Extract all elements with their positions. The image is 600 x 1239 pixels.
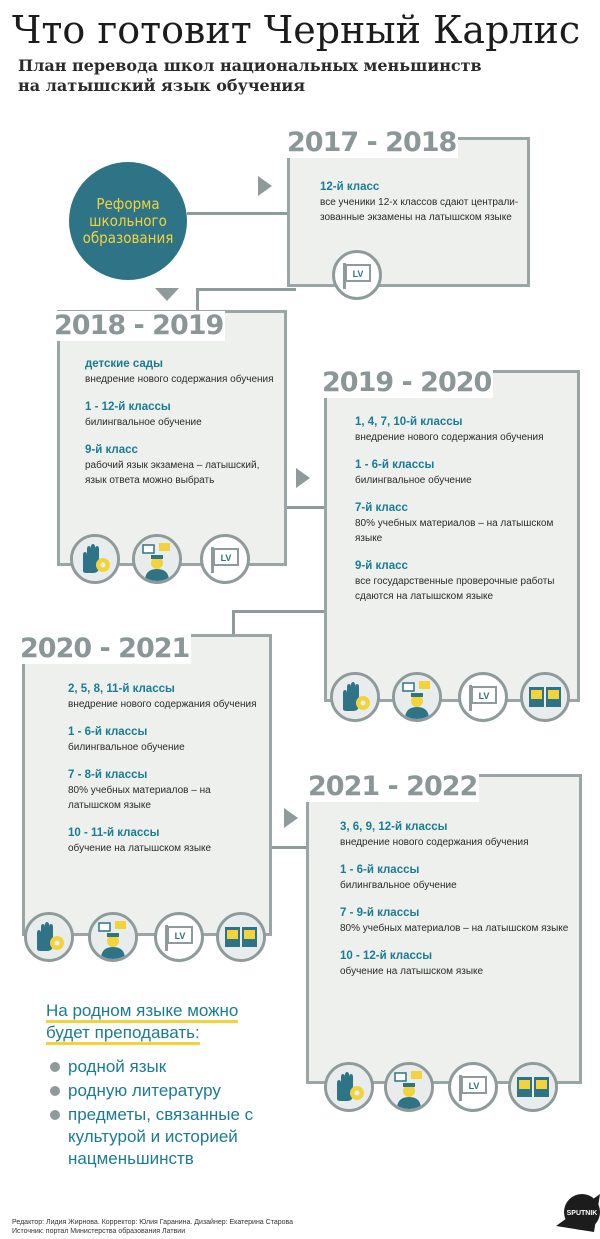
period-year: 2021 - 2022: [308, 771, 478, 802]
item-text: обучение на латышском языке: [340, 966, 484, 977]
item-text: внедрение нового содержания обучения: [68, 699, 257, 710]
item-heading: 2, 5, 8, 11-й классы: [68, 683, 175, 695]
item-heading: 7 - 8-й классы: [68, 769, 148, 781]
arrow-right-icon: [284, 808, 298, 828]
item-text: все государственные проверочные работы сдаются на латышском языке: [355, 576, 555, 602]
item-heading: 10 - 12-й классы: [340, 950, 433, 962]
hand-gear-icon: [330, 672, 380, 722]
item-text: рабочий язык экзамена – латышский, язык ответа можно выбрать: [85, 460, 260, 486]
lv-flag-icon: [448, 1062, 498, 1112]
period-item: [85, 443, 275, 488]
hand-gear-icon: [70, 534, 120, 584]
item-text: внедрение нового содержания обучения: [355, 432, 544, 443]
books-icon: [216, 912, 266, 962]
item-heading: 1 - 12-й классы: [85, 401, 171, 413]
hand-gear-icon: [324, 1062, 374, 1112]
svg-text:LV: LV: [352, 269, 364, 279]
arrow-right-icon: [258, 176, 272, 196]
item-heading: 1 - 6-й классы: [68, 726, 148, 738]
subtitle-line-1: План перевода школ национальных меньшинств: [18, 56, 482, 75]
period-item: [68, 725, 263, 755]
period-items: [355, 415, 570, 617]
item-text: внедрение нового содержания обучения: [340, 837, 529, 848]
lv-flag-icon: [200, 534, 250, 584]
item-heading: 9-й класс: [85, 444, 138, 456]
student-icon: [392, 672, 442, 722]
connector-line: [196, 288, 296, 291]
hand-gear-icon: [24, 912, 74, 962]
lv-flag-icon: [332, 250, 382, 300]
item-text: 80% учебных материалов – на латышском языке: [340, 923, 569, 934]
period-item: [68, 768, 263, 813]
svg-text:LV: LV: [478, 691, 490, 701]
native-heading-line-2: будет преподавать:: [46, 1023, 200, 1045]
connector-line: [196, 288, 199, 310]
reform-circle: [69, 162, 187, 280]
lv-flag-icon: [458, 672, 508, 722]
item-text: билингвальное обучение: [340, 880, 457, 891]
item-heading: 1, 4, 7, 10-й классы: [355, 416, 463, 428]
arrow-down-icon: [155, 288, 179, 301]
sputnik-logo: [548, 1174, 600, 1234]
period-year: 2017 - 2018: [287, 127, 457, 158]
period-item: [340, 820, 570, 850]
period-item: [85, 357, 275, 387]
item-heading: 1 - 6-й классы: [355, 459, 435, 471]
page-subtitle: [18, 56, 482, 96]
period-item: [355, 458, 570, 488]
sputnik-logo-shape: [548, 1174, 600, 1234]
period-item: [340, 949, 570, 979]
native-heading-line-1: На родном языке можно: [46, 1001, 238, 1023]
period-year: 2018 - 2019: [54, 310, 224, 341]
student-icon: [384, 1062, 434, 1112]
native-language-block: [46, 1000, 296, 1172]
page-title: Что готовит Черный Карлис: [12, 8, 581, 52]
item-text: обучение на латышском языке: [68, 843, 212, 854]
books-icon: [520, 672, 570, 722]
item-heading: 12-й класс: [320, 181, 380, 193]
period-items: [340, 820, 570, 992]
period-item: [340, 863, 570, 893]
item-heading: 3, 6, 9, 12-й классы: [340, 821, 448, 833]
svg-text:LV: LV: [220, 553, 232, 563]
period-items: [68, 682, 263, 869]
item-text: все ученики 12-х классов сдают централи-зованные экзамены на латышском языке: [320, 197, 519, 223]
period-item: [340, 906, 570, 936]
period-item: [68, 682, 263, 712]
item-text: билингвальное обучение: [355, 475, 472, 486]
native-list-item: родную литературу: [46, 1080, 296, 1102]
native-list-item: родной язык: [46, 1056, 296, 1078]
item-heading: 9-й класс: [355, 560, 408, 572]
item-heading: 7-й класс: [355, 502, 408, 514]
item-text: билингвальное обучение: [85, 417, 202, 428]
subtitle-line-2: на латышский язык обучения: [18, 76, 306, 95]
item-heading: 1 - 6-й классы: [340, 864, 420, 876]
credits-line-2: Источник: портал Министерства образования Латвии: [12, 1228, 186, 1235]
student-icon: [132, 534, 182, 584]
native-heading: [46, 1000, 296, 1044]
item-heading: детские сады: [85, 358, 163, 370]
connector-line: [232, 610, 235, 634]
reform-label: Реформа школьного образования: [82, 194, 174, 247]
native-list: [46, 1056, 296, 1170]
arrow-right-icon: [296, 468, 310, 488]
svg-text:LV: LV: [468, 1081, 480, 1091]
item-text: билингвальное обучение: [68, 742, 185, 753]
connector-line: [232, 610, 324, 613]
lv-flag-icon: [154, 912, 204, 962]
period-items: [320, 180, 520, 238]
item-heading: 10 - 11-й классы: [68, 827, 160, 839]
period-item: [355, 415, 570, 445]
credits-line-1: Редактор: Лидия Жирнова. Корректор: Юлия Гаранина. Дизайнер: Екатерина Старова: [12, 1219, 294, 1226]
books-icon: [508, 1062, 558, 1112]
period-item: [68, 826, 263, 856]
svg-text:LV: LV: [174, 931, 186, 941]
period-item: [85, 400, 275, 430]
credits: [12, 1218, 293, 1236]
connector-line: [187, 212, 287, 215]
period-year: 2019 - 2020: [322, 367, 492, 398]
sputnik-logo-text: SPUTNIK: [566, 1210, 598, 1217]
period-items: [85, 357, 275, 501]
period-item: [320, 180, 520, 225]
period-item: [355, 501, 570, 546]
student-icon: [88, 912, 138, 962]
period-item: [355, 559, 570, 604]
period-year: 2020 - 2021: [20, 633, 190, 664]
item-text: внедрение нового содержания обучения: [85, 374, 274, 385]
native-list-item: предметы, связанные с культурой и историей нацменьшинств: [46, 1104, 296, 1170]
item-text: 80% учебных материалов – на латышском языке: [355, 518, 554, 544]
item-text: 80% учебных материалов – на латышском языке: [68, 785, 211, 811]
item-heading: 7 - 9-й классы: [340, 907, 420, 919]
